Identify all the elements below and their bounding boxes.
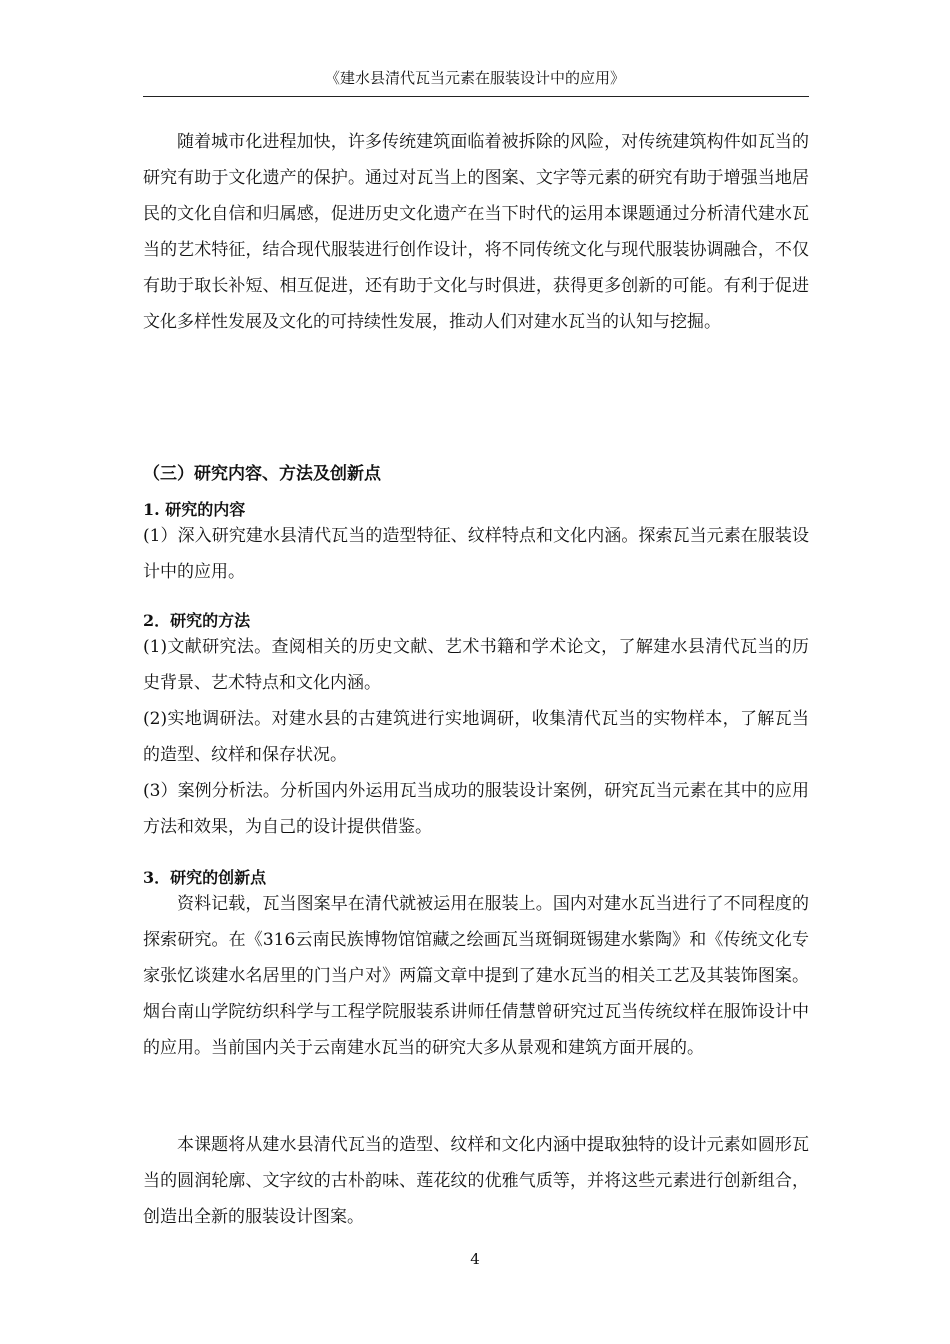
header-divider — [143, 96, 809, 97]
innovation-heading: 3．研究的创新点 — [143, 868, 267, 887]
method-item: (1)文献研究法。查阅相关的历史文献、艺术书籍和学术论文，了解建水县清代瓦当的历史背景、艺术特点和文化内涵。 — [143, 637, 809, 693]
innovation-paragraph: 本课题将从建水县清代瓦当的造型、纹样和文化内涵中提取独特的设计元素如圆形瓦当的圆润轮廓、文字纹的古朴韵味、莲花纹的优雅气质等，并将这些元素进行创新组合，创造出全新的服装设计图案。 — [143, 1135, 809, 1227]
intro-paragraph: 随着城市化进程加快，许多传统建筑面临着被拆除的风险，对传统建筑构件如瓦当的研究有助于文化遗产的保护。通过对瓦当上的图案、文字等元素的研究有助于增强当地居民的文化自信和归属感，促进历史文化遗产在当下时代的运用本课题通过分析清代建水瓦当的艺术特征，结合现代服装进行创作设计，将不同传统文化与现代服装协调融合，不仅有助于取长补短、相互促进，还有助于文化与时俱进，获得更多创新的可能。有利于促进文化多样性发展及文化的可持续性发展，推动人们对建水瓦当的认知与挖掘。 — [143, 132, 809, 332]
method-item: (2)实地调研法。对建水县的古建筑进行实地调研，收集清代瓦当的实物样本，了解瓦当的造型、纹样和保存状况。 — [143, 709, 809, 765]
content-item: (1）深入研究建水县清代瓦当的造型特征、纹样特点和文化内涵。探索瓦当元素在服装设计中的应用。 — [143, 526, 809, 582]
innovation-block — [143, 886, 809, 1066]
content-heading: 1. 研究的内容 — [143, 500, 246, 519]
methods-heading: 2．研究的方法 — [143, 611, 251, 630]
innovation-paragraph: 资料记载，瓦当图案早在清代就被运用在服装上。国内对建水瓦当进行了不同程度的探索研究。在《316云南民族博物馆馆藏之绘画瓦当斑铜斑锡建水紫陶》和《传统文化专家张忆谈建水名居里的门当户对》两篇文章中提到了建水瓦当的相关工艺及其装饰图案。烟台南山学院纺织科学与工程学院服装系讲师任倩慧曾研究过瓦当传统纹样在服饰设计中的应用。当前国内关于云南建水瓦当的研究大多从景观和建筑方面开展的。 — [143, 894, 809, 1058]
section-heading: （三）研究内容、方法及创新点 — [143, 464, 381, 484]
page-number: 4 — [470, 1250, 480, 1268]
methods-block — [143, 629, 809, 845]
content-block — [143, 518, 809, 590]
innovation-block-2 — [143, 1127, 809, 1235]
running-header: 《建水县清代瓦当元素在服装设计中的应用》 — [324, 69, 625, 87]
method-item: (3）案例分析法。分析国内外运用瓦当成功的服装设计案例，研究瓦当元素在其中的应用方法和效果，为自己的设计提供借鉴。 — [143, 781, 809, 837]
intro-block — [143, 124, 809, 340]
